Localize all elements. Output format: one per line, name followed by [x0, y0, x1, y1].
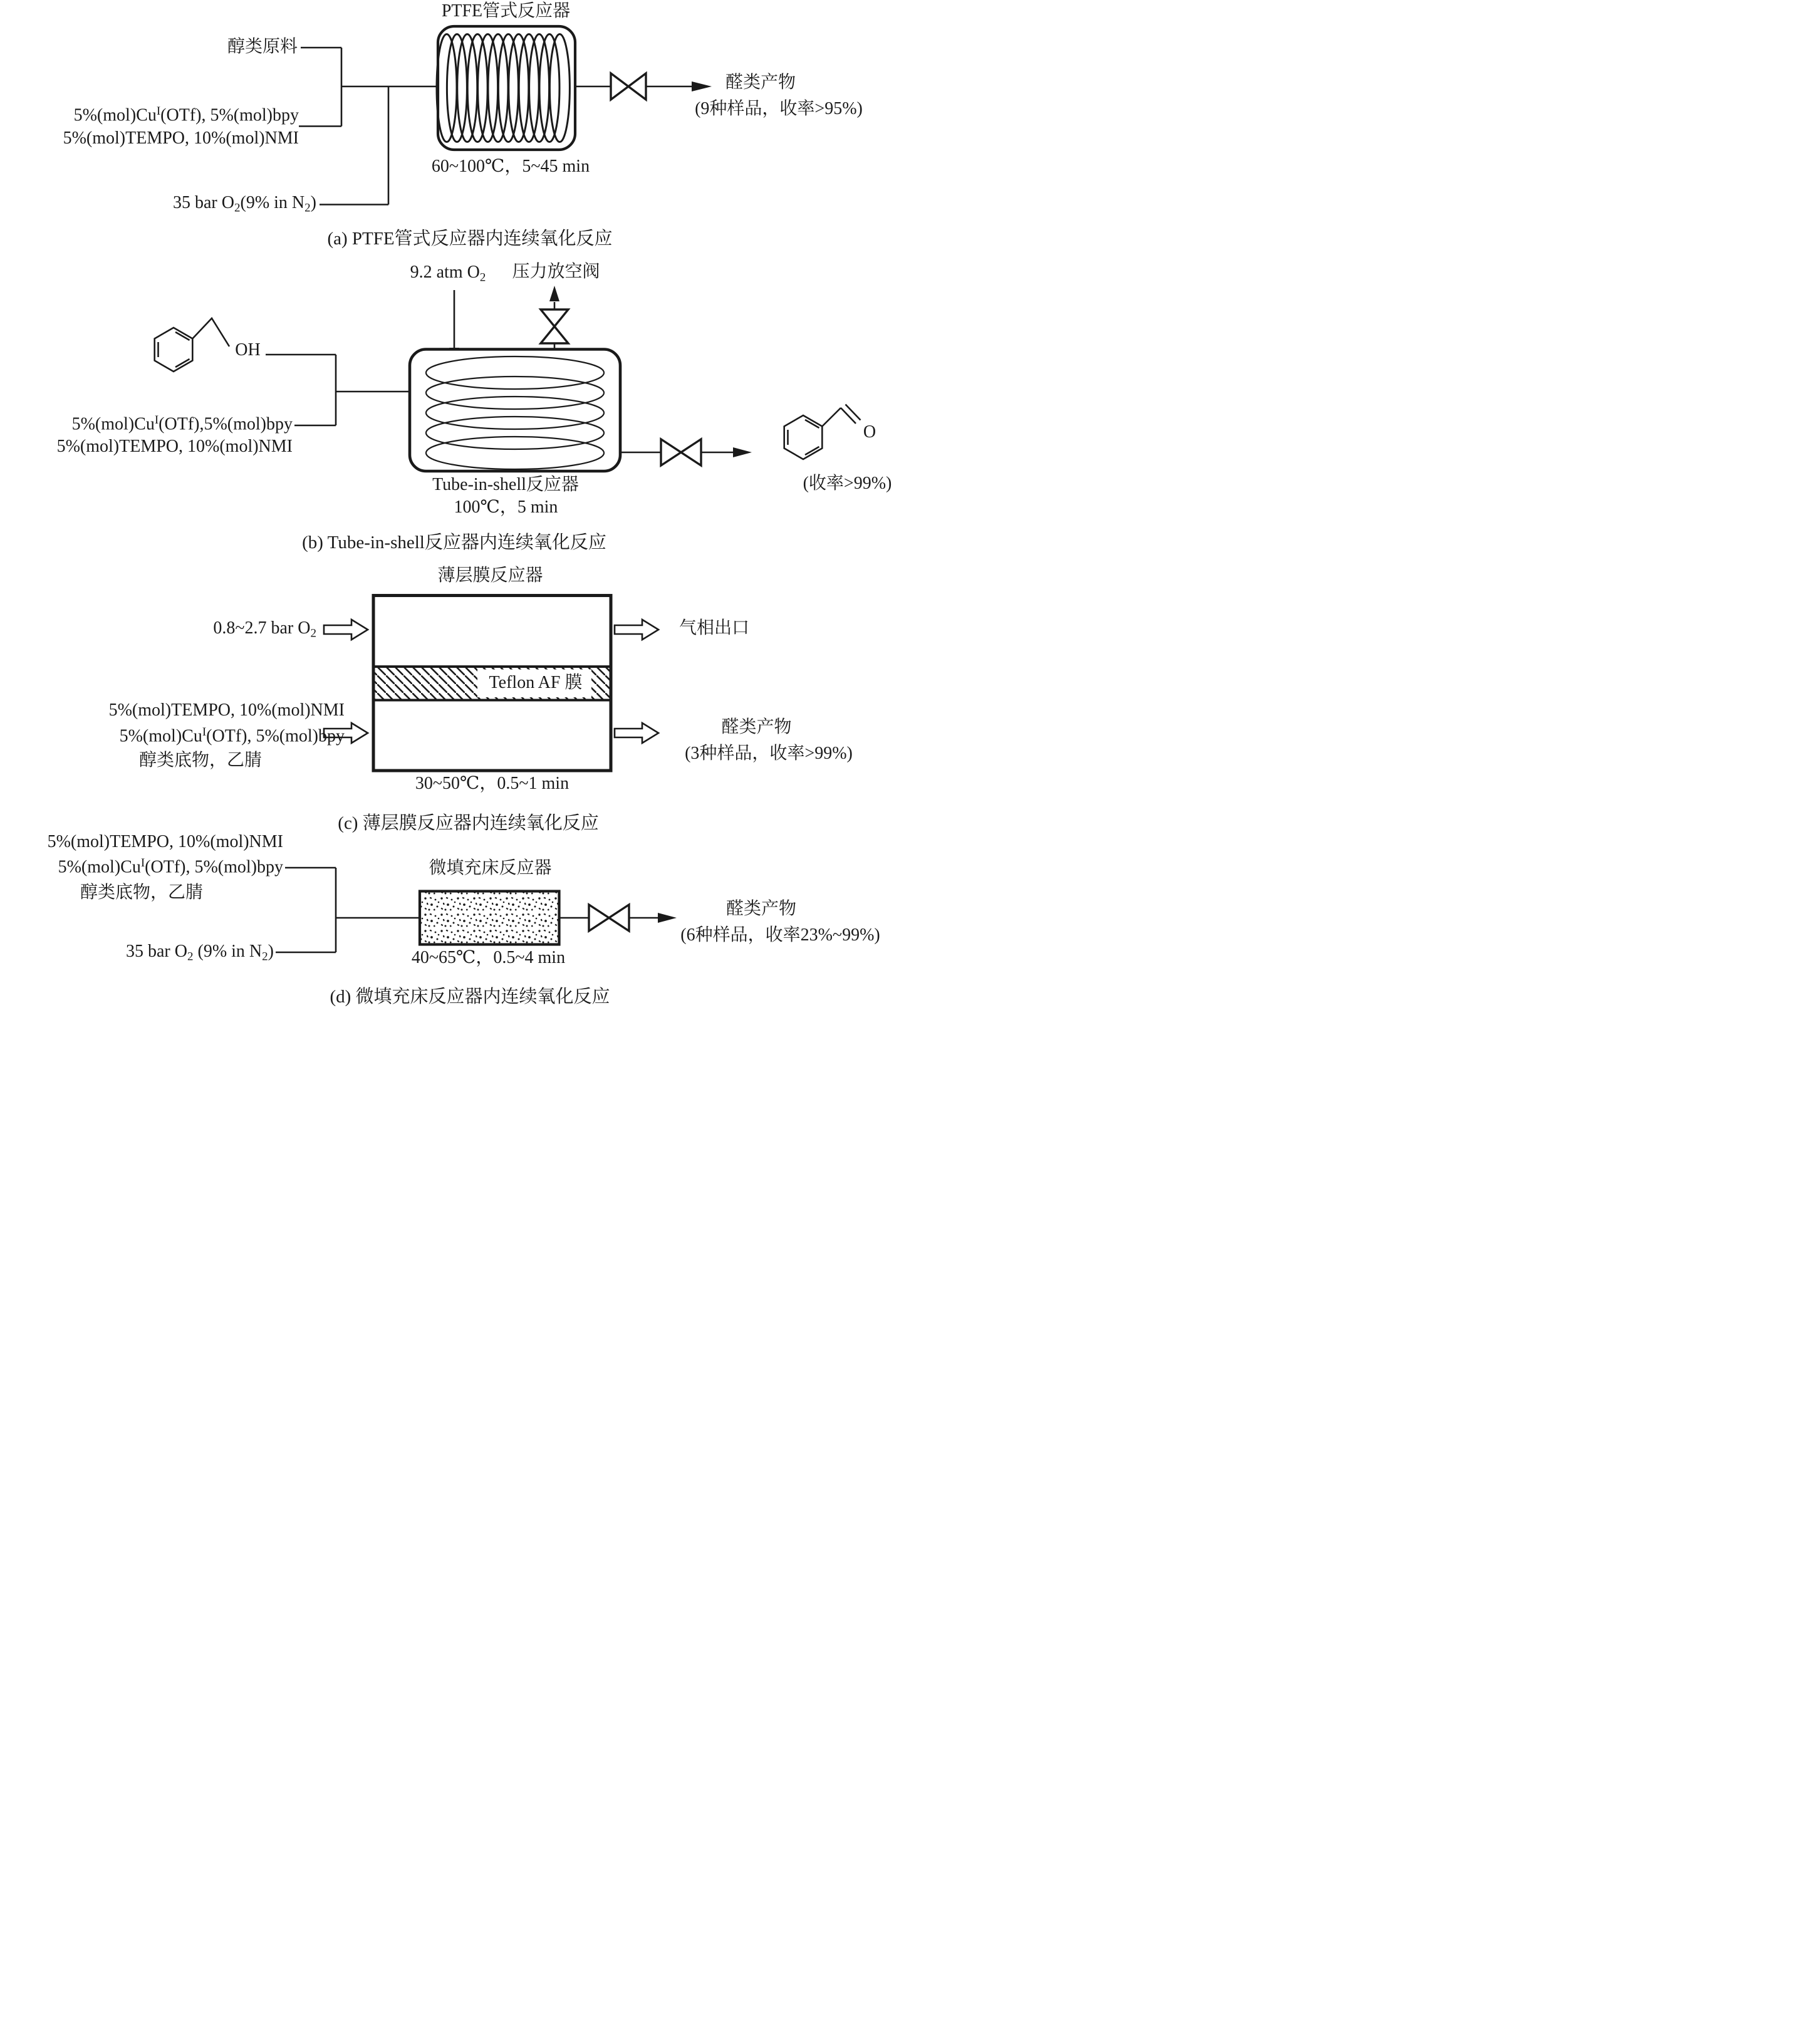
product-c-line2: (3种样品，收率>99%) [685, 744, 853, 763]
packed-bed-body [420, 892, 559, 945]
caption-c: (c) 薄层膜反应器内连续氧化反应 [338, 813, 599, 833]
caption-a: (a) PTFE管式反应器内连续氧化反应 [327, 229, 613, 249]
feed-d-line3: 醇类底物，乙腈 [80, 883, 203, 902]
product-c-line1: 醛类产物 [721, 717, 792, 737]
reactor-a-title: PTFE管式反应器 [441, 1, 571, 21]
section-a-reactor-coil [437, 26, 575, 150]
feed-d-line1: 5%(mol)TEMPO, 10%(mol)NMI [47, 832, 283, 851]
benzaldehyde-structure [784, 405, 861, 460]
reactor-d-title: 微填充床反应器 [429, 858, 552, 878]
arrow-b-icon [733, 447, 752, 457]
feed-c-line1: 5%(mol)TEMPO, 10%(mol)NMI [108, 700, 345, 720]
oxygen-b-label: 9.2 atm $O_2$ [410, 263, 486, 284]
product-a-line2: (9种样品，收率>95%) [695, 99, 863, 118]
reactor-c-title: 薄层膜反应器 [437, 566, 543, 585]
carbonyl-o-label: O [863, 422, 876, 442]
gas-outlet-label: 气相出口 [679, 618, 749, 638]
caption-b: (b) Tube-in-shell反应器内连续氧化反应 [302, 533, 606, 553]
conditions-a: 60~100℃，5~45 min [431, 157, 590, 176]
valve-d-icon [589, 905, 629, 931]
conditions-d: 40~65℃，0.5~4 min [411, 948, 566, 967]
conditions-b: 100℃，5 min [454, 497, 558, 517]
valve-a-icon [611, 73, 646, 100]
oxygen-c-label: 0.8~2.7 bar $O_2$ [213, 618, 316, 640]
relief-up-arrow-icon [549, 286, 559, 301]
feed-d-line2: $5\%(mol)Cu^I(OTf)$, 5%(mol)bpy [58, 856, 283, 877]
product-d-line1: 醛类产物 [725, 899, 796, 918]
catalyst-a-line1: $5\%(mol)Cu^I(OTf)$, 5%(mol)bpy [73, 105, 299, 125]
arrow-a-icon [692, 81, 712, 91]
feed-c-line2: $5\%(mol)Cu^I(OTf)$, 5%(mol)bpy [119, 725, 345, 746]
oxygen-a-label: 35 bar $O_2(9\%$ in $N_2$) [173, 193, 316, 215]
tank-body [410, 350, 620, 472]
catalyst-b-line2: 5%(mol)TEMPO, 10%(mol)NMI [56, 437, 293, 456]
membrane-label: Teflon AF 膜 [489, 673, 583, 692]
conditions-c: 30~50℃，0.5~1 min [415, 774, 569, 793]
tube-in-shell-label: Tube-in-shell反应器 [432, 475, 579, 494]
valve-b-icon [661, 439, 701, 465]
yield-b-label: (收率>99%) [803, 474, 892, 493]
product-a-line1: 醛类产物 [725, 73, 796, 92]
relief-valve-label: 压力放空阀 [512, 262, 600, 281]
catalyst-b-line1: $5\%(mol)Cu^I(OTf),5\%(mol)bpy$ [71, 413, 293, 434]
oxygen-d-label: 35 bar $O_2$ (9% in $N_2$) [126, 942, 274, 964]
catalyst-a-line2: 5%(mol)TEMPO, 10%(mol)NMI [63, 128, 299, 148]
tube-in-shell-tank [410, 350, 620, 472]
arrow-d-icon [658, 913, 677, 923]
product-d-line2: (6种样品，收率23%~99%) [680, 925, 880, 945]
substrate-oh-label: OH [235, 340, 261, 360]
feed-c-line3: 醇类底物，乙腈 [138, 751, 262, 770]
caption-d: (d) 微填充床反应器内连续氧化反应 [330, 987, 610, 1007]
relief-valve-icon [541, 309, 568, 343]
figure-canvas [0, 0, 910, 1016]
benzyl-alcohol-structure [155, 318, 229, 372]
feed-alcohol-label: 醇类原料 [227, 37, 298, 56]
